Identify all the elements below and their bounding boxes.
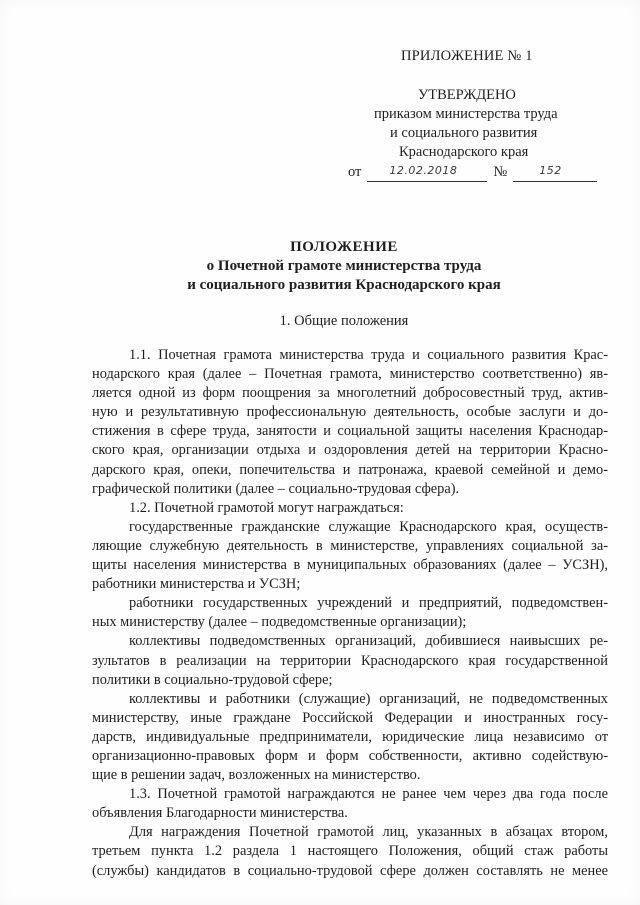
approval-line-3: Краснодарского края xyxy=(399,144,529,160)
body-line: щиты населения министерства в муниципальных образованиях (далее – УСЗН), xyxy=(92,557,608,574)
title-line-3: и социального развития Краснодарского края xyxy=(187,277,501,293)
body-line: ляется одной из форм поощрения за многолетний добросовестный труд, актив- xyxy=(92,385,608,402)
body-line: политики в социально-трудовой сфере; xyxy=(92,671,333,688)
body-line: ную и результативную профессиональную деятельность, особые заслуги и до- xyxy=(92,404,608,421)
body-line: 1.2. Почетной грамотой могут награждаться: xyxy=(129,499,404,516)
body-line: организационно-правовых форм и форм собственности, активно содействую- xyxy=(92,747,608,764)
body-line: графической политики (далее – социально-трудовая сфера). xyxy=(92,480,460,497)
body-line: третьем пункта 1.2 раздела 1 настоящего Положения, общий стаж работы xyxy=(92,843,608,860)
body-line: щие в решении задач, возложенных на министерство. xyxy=(92,767,421,784)
body-line: 1.3. Почетной грамотой награждаются не ранее чем через два года после xyxy=(129,786,608,803)
body-line: нодарского края (далее – Почетная грамота, министерство соответственно) яв- xyxy=(92,366,608,383)
body-line: государственные гражданские служащие Краснодарского края, осуществ- xyxy=(129,518,608,535)
approval-line-1: приказом министерства труда xyxy=(374,106,558,122)
order-date-number xyxy=(330,163,630,182)
approved-label: УТВЕРЖДЕНО xyxy=(418,87,516,103)
approval-block xyxy=(330,86,630,182)
body-line: объявления Благодарности министерства. xyxy=(92,805,348,822)
body-line: (службы) кандидатов в социально-трудовой сфере должен составлять не менее xyxy=(92,862,608,879)
number-handwritten: 152 xyxy=(539,164,562,177)
number-blank xyxy=(513,164,597,182)
body-line: работники государственных учреждений и предприятий, подведомствен- xyxy=(129,595,608,612)
body-line: Для награждения Почетной грамотой лиц, указанных в абзацах втором, xyxy=(129,824,608,841)
date-handwritten: 12.02.2018 xyxy=(389,164,458,177)
body-line: дарского края, опеки, попечительства и патронажа, краевой семейной и демо- xyxy=(92,461,608,478)
body-line: 1.1. Почетная грамота министерства труда и социального развития Крас- xyxy=(129,347,608,363)
body-line: министерству, иные граждане Российской Федерации и иностранных госу- xyxy=(92,709,608,726)
appendix-label: ПРИЛОЖЕНИЕ № 1 xyxy=(401,48,533,64)
title-line-1: ПОЛОЖЕНИЕ xyxy=(290,239,398,255)
body-line: работники министерства и УСЗН; xyxy=(92,576,301,593)
body-line: ляющие служебную деятельность в министерстве, управлениях социальной за- xyxy=(92,537,608,554)
from-label: от xyxy=(348,164,362,180)
section-heading: 1. Общие положения xyxy=(279,313,409,329)
approval-line-2: и социального развития xyxy=(390,125,538,141)
body-line: коллективы подведомственных организаций, добившиеся наивысших ре- xyxy=(129,633,608,650)
body-line: стижения в сфере труда, занятости и социальной защиты населения Краснодар- xyxy=(92,423,608,440)
date-blank xyxy=(367,164,487,182)
title-line-2: о Почетной грамоте министерства труда xyxy=(206,258,482,274)
body-line: дарств, индивидуальные предприниматели, юридические лица независимо от xyxy=(92,728,608,745)
body-line: зультатов в реализации на территории Краснодарского края государственной xyxy=(92,652,608,669)
body-text xyxy=(92,346,608,881)
body-line: ского края, организации отдыха и оздоровления детей на территории Красно- xyxy=(92,442,608,459)
body-line: коллективы и работники (служащие) организаций, не подведомственных xyxy=(129,690,608,707)
number-label: № xyxy=(493,164,508,180)
document-title xyxy=(0,238,640,295)
body-line: ных министерству (далее – подведомственные организации); xyxy=(92,614,467,631)
